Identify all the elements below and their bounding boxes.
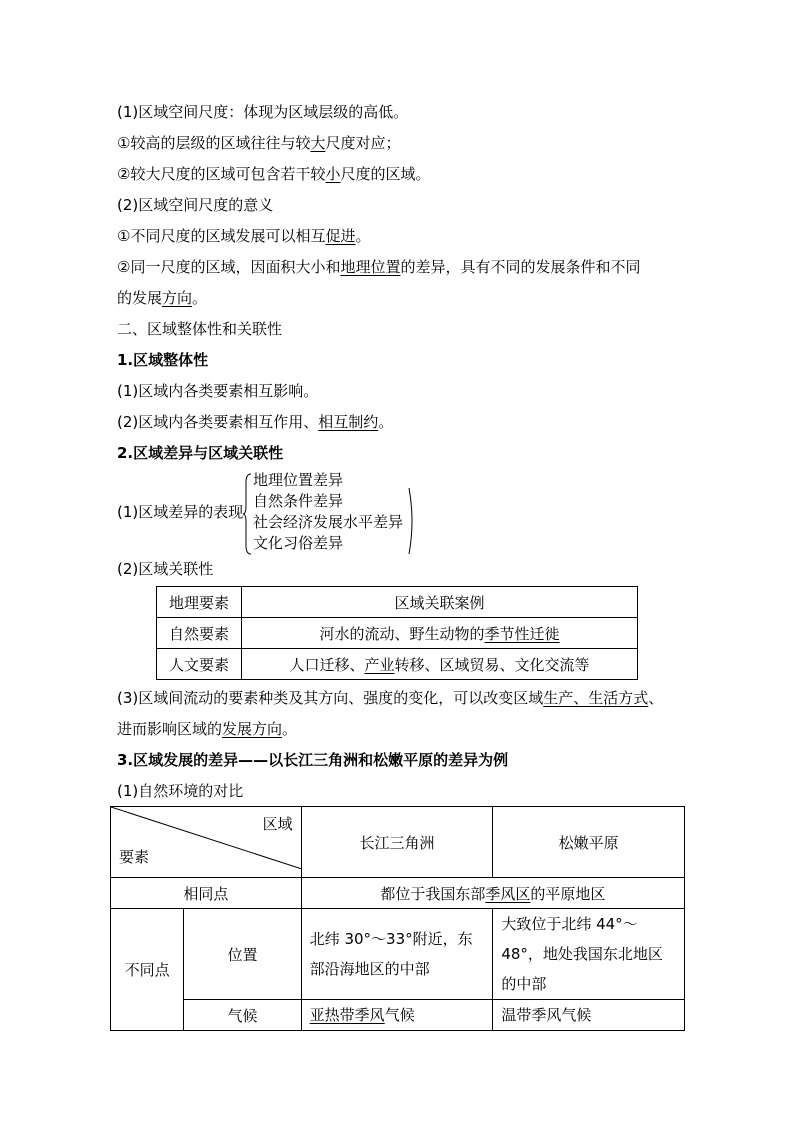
comparison-table — [110, 806, 685, 1031]
text-run: 的差异，具有不同的发展条件和不同 — [400, 258, 641, 276]
text-run: 人口迁移、 — [289, 655, 365, 674]
text-run: 北纬 30°～33°附近，东部沿海地区的中部 — [309, 930, 473, 978]
text-run: ②同一尺度的区域，因面积大小和 — [117, 258, 341, 276]
brace-item: 社会经济发展水平差异 — [253, 513, 404, 531]
table-cell — [242, 618, 638, 649]
underlined-answer: 季节性迁徙 — [484, 624, 560, 643]
line-l1 — [117, 719, 297, 739]
table-cell: 不同点 — [111, 909, 184, 1031]
text-run: 二、区域整体性和关联性 — [117, 320, 283, 338]
text-run: 。 — [282, 720, 298, 738]
header-element: 要素 — [119, 848, 150, 866]
text-run: (1)自然环境的对比 — [117, 782, 244, 800]
text-run: 转移、区域贸易、文化交流等 — [394, 655, 590, 674]
underlined-answer: 小 — [325, 165, 341, 183]
underlined-answer: 促进 — [325, 227, 356, 245]
diagonal-header-cell — [111, 807, 302, 878]
subheading-3 — [117, 750, 508, 770]
table-cell — [157, 649, 242, 680]
table-header-cell: 区域关联案例 — [242, 587, 638, 618]
text-run: (2)区域内各类要素相互作用、 — [117, 413, 319, 431]
text-run: 2.区域差异与区域关联性 — [117, 444, 284, 462]
text-run: 气候 — [384, 1006, 415, 1024]
underlined-answer: 大 — [310, 134, 326, 152]
header-region: 区域 — [262, 815, 293, 833]
line-5 — [117, 257, 640, 277]
section-heading — [117, 319, 282, 339]
line-4 — [117, 226, 370, 246]
brace-label: (1)区域差异的表现 — [117, 503, 244, 521]
line-3 — [117, 195, 273, 215]
table-cell — [157, 618, 242, 649]
text-run: 。 — [192, 289, 208, 307]
line-l3 — [117, 781, 243, 801]
line-l0 — [117, 688, 663, 708]
text-run: 进而影响区域的 — [117, 720, 223, 738]
text-run: ②较大尺度的区域可包含若干较 — [117, 165, 326, 183]
text-run: ①较高的层级的区域往往与较 — [117, 134, 311, 152]
underlined-answer: 发展方向 — [222, 720, 283, 738]
brace-item: 自然条件差异 — [253, 492, 344, 510]
line-10 — [117, 412, 393, 432]
underlined-answer: 亚热带季风 — [309, 1006, 385, 1024]
text-run: 尺度对应； — [325, 134, 401, 152]
text-run: 温带季风气候 — [501, 1006, 592, 1024]
text-run: ①不同尺度的区域发展可以相互 — [117, 227, 326, 245]
table-cell: 相同点 — [111, 878, 302, 909]
text-run: 的发展 — [117, 289, 163, 307]
text-run: (1)区域内各类要素相互影响。 — [117, 382, 319, 400]
table-cell — [493, 909, 685, 1000]
text-run: (2)区域空间尺度的意义 — [117, 196, 274, 214]
text-run: (1)区域空间尺度：体现为区域层级的高低。 — [117, 103, 409, 121]
line-0 — [117, 102, 408, 122]
table-row — [111, 909, 685, 1000]
underlined-answer: 产业 — [364, 655, 395, 674]
text-run: 自然要素 — [168, 624, 229, 643]
table-header-cell: 长江三角洲 — [301, 807, 493, 878]
table-cell: 气候 — [184, 1000, 301, 1031]
brace-item: 地理位置差异 — [253, 471, 344, 489]
text-run: 3.区域发展的差异——以长江三角洲和松嫩平原的差异为例 — [117, 751, 509, 769]
underlined-answer: 地理位置 — [340, 258, 401, 276]
underlined-answer: 相互制约 — [318, 413, 379, 431]
table-cell — [493, 1000, 685, 1031]
table-cell — [301, 1000, 493, 1031]
line-after-brace: (2)区域关联性 — [117, 560, 214, 578]
table-cell — [242, 649, 638, 680]
table-header-row — [157, 587, 638, 618]
text-run: 大致位于北纬 44°～48°，地处我国东北地区的中部 — [501, 915, 663, 993]
difference-brace-list — [117, 470, 447, 554]
line-6 — [117, 288, 207, 308]
text-run: 都位于我国东部 — [380, 884, 486, 903]
table-row — [157, 649, 638, 680]
text-run: 的平原地区 — [530, 884, 606, 903]
underlined-answer: 生产、生活方式 — [543, 689, 649, 707]
brace-item: 文化习俗差异 — [253, 534, 344, 552]
brace-items — [253, 470, 403, 554]
line-1 — [117, 133, 400, 153]
subheading-2 — [117, 443, 283, 463]
text-run: 。 — [378, 413, 394, 431]
text-run: 、 — [648, 689, 664, 707]
underlined-answer: 方向 — [162, 289, 193, 307]
text-run: 河水的流动、野生动物的 — [319, 624, 485, 643]
line-2 — [117, 164, 430, 184]
table-header-row — [111, 807, 685, 878]
table-cell — [301, 878, 684, 909]
text-run: 。 — [355, 227, 371, 245]
linkage-table — [156, 586, 638, 680]
underlined-answer: 季风区 — [485, 884, 531, 903]
text-run: 尺度的区域。 — [340, 165, 431, 183]
subheading-1 — [117, 350, 208, 370]
table-cell — [301, 909, 493, 1000]
table-header-cell: 地理要素 — [157, 587, 242, 618]
table-cell: 位置 — [184, 909, 301, 1000]
table-row — [111, 878, 685, 909]
right-paren-icon — [407, 486, 417, 556]
left-brace-icon — [243, 472, 253, 556]
table-row — [157, 618, 638, 649]
line-9 — [117, 381, 318, 401]
table-header-cell: 松嫩平原 — [493, 807, 685, 878]
text-run: 1.区域整体性 — [117, 351, 209, 369]
text-run: (3)区域间流动的要素种类及其方向、强度的变化，可以改变区域 — [117, 689, 544, 707]
text-run: 人文要素 — [168, 655, 229, 674]
table-row — [111, 1000, 685, 1031]
